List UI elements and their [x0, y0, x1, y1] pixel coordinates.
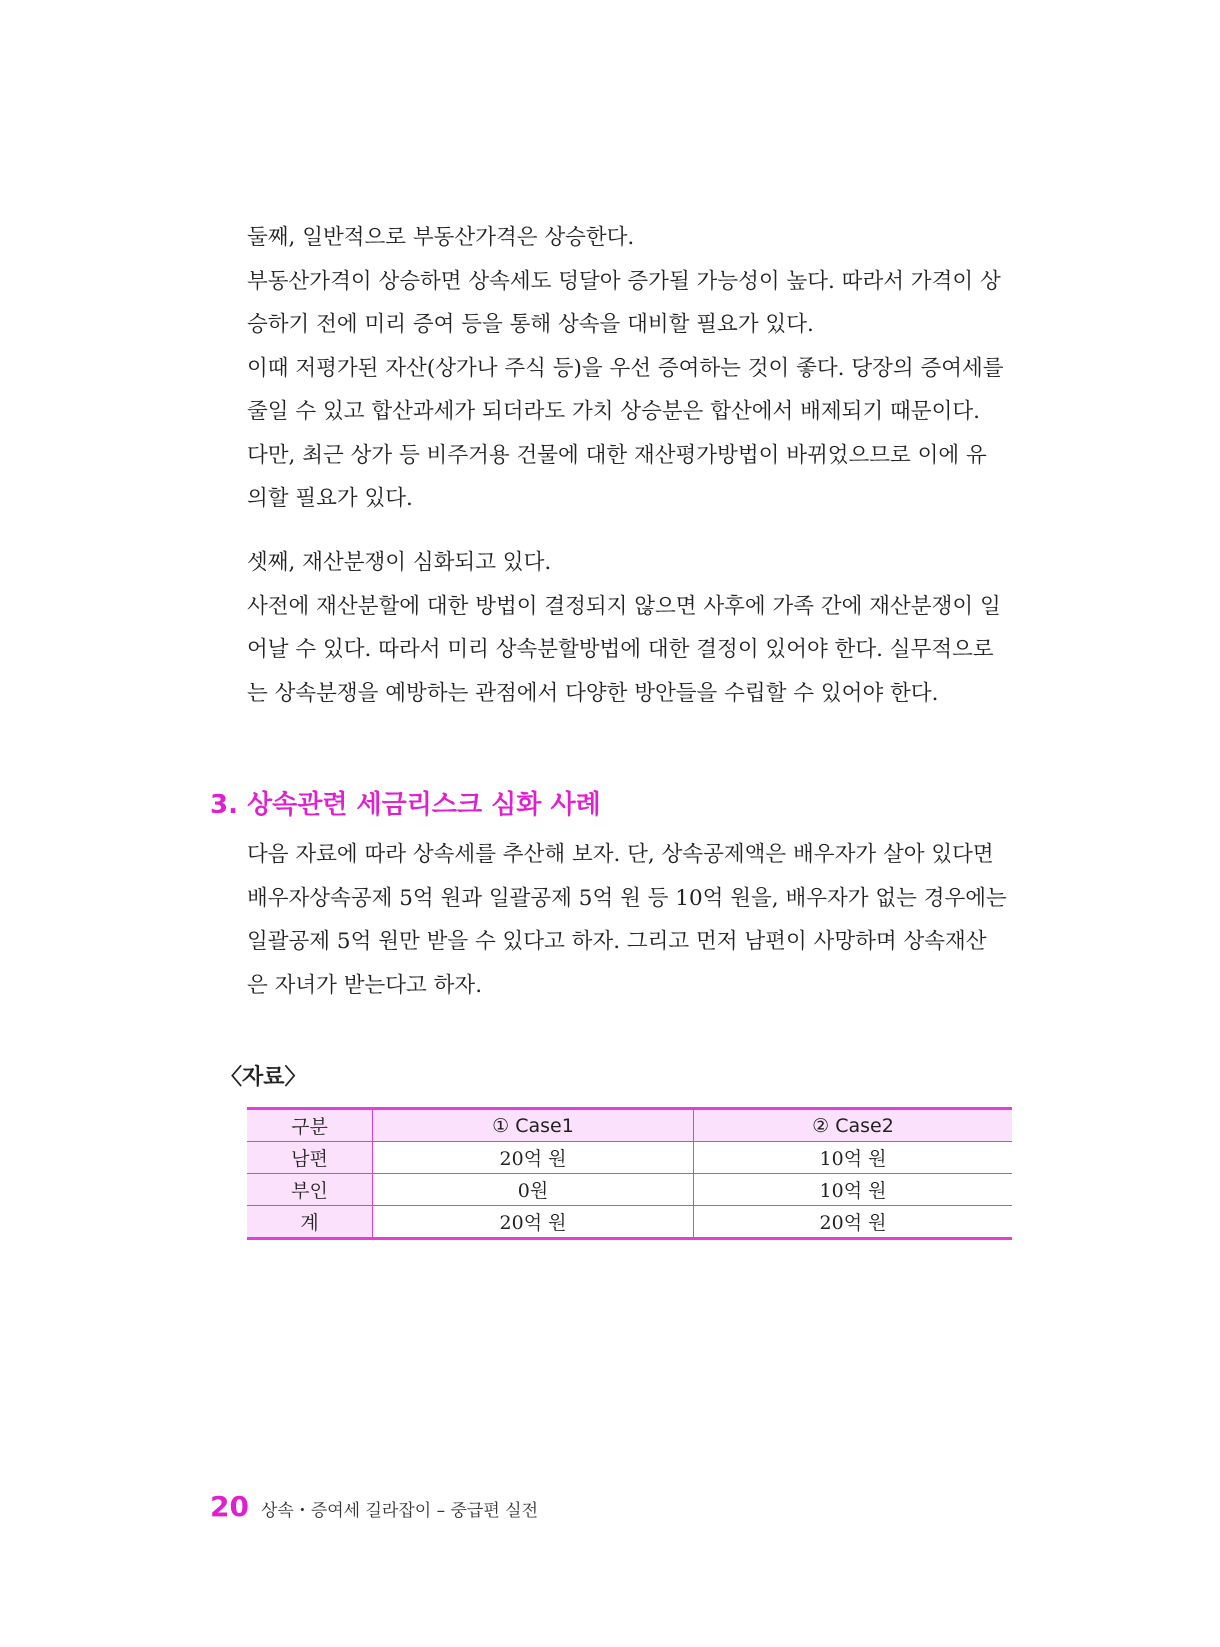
text-line: 일괄공제 5억 원만 받을 수 있다고 하자. 그리고 먼저 남편이 사망하며 상속재산 — [247, 929, 987, 954]
row-label: 부인 — [247, 1174, 373, 1206]
text-line: 셋째, 재산분쟁이 심화되고 있다. — [247, 550, 552, 575]
table-header-row — [247, 1109, 1012, 1142]
text-line: 은 자녀가 받는다고 하자. — [247, 972, 483, 998]
row-label: 남편 — [247, 1142, 373, 1174]
page-number: 20 — [210, 1490, 249, 1523]
table-header-cell: ② Case2 — [694, 1109, 1013, 1142]
text-line: 배우자상속공제 5억 원과 일괄공제 5억 원 등 10억 원을, 배우자가 없는 경우에는 — [247, 885, 1007, 911]
text-line: 부동산가격이 상승하면 상속세도 덩달아 증가될 가능성이 높다. 따라서 가격이 상 — [247, 268, 1001, 294]
table-cell: 10억 원 — [694, 1142, 1013, 1174]
table-row — [247, 1206, 1012, 1239]
page-footer — [210, 1490, 538, 1523]
text-line: 둘째, 일반적으로 부동산가격은 상승한다. — [247, 225, 635, 250]
paragraph-case-intro — [247, 833, 1007, 1007]
table-row — [247, 1174, 1012, 1206]
table-row — [247, 1142, 1012, 1174]
table-cell: 20억 원 — [373, 1142, 694, 1174]
table-cell: 20억 원 — [373, 1206, 694, 1239]
table-cell: 20억 원 — [694, 1206, 1013, 1239]
text-line: 승하기 전에 미리 증여 등을 통해 상속을 대비할 필요가 있다. — [247, 312, 814, 337]
section-heading: 3. 상속관련 세금리스크 심화 사례 — [210, 790, 601, 820]
book-title: 상속・증여세 길라잡이 – 중급편 실전 — [260, 1501, 538, 1521]
table-header-cell: ① Case1 — [373, 1109, 694, 1142]
row-label: 계 — [247, 1206, 373, 1239]
data-table — [247, 1107, 1012, 1240]
text-line: 어날 수 있다. 따라서 미리 상속분할방법에 대한 결정이 있어야 한다. 실무적으로 — [247, 637, 994, 662]
text-line: 이때 저평가된 자산(상가나 주식 등)을 우선 증여하는 것이 좋다. 당장의 증여세를 — [247, 355, 1004, 381]
paragraph-second-point — [247, 216, 1004, 521]
text-line: 다만, 최근 상가 등 비주거용 건물에 대한 재산평가방법이 바뀌었으므로 이에 유 — [247, 442, 987, 468]
text-line: 사전에 재산분할에 대한 방법이 결정되지 않으면 사후에 가족 간에 재산분쟁이 일 — [247, 593, 1001, 619]
table-cell: 0원 — [373, 1174, 694, 1206]
table-header-cell: 구분 — [247, 1109, 373, 1142]
data-caption: 〈자료〉 — [220, 1065, 307, 1090]
text-line: 의할 필요가 있다. — [247, 486, 413, 511]
text-line: 는 상속분쟁을 예방하는 관점에서 다양한 방안들을 수립할 수 있어야 한다. — [247, 680, 939, 706]
text-line: 다음 자료에 따라 상속세를 추산해 보자. 단, 상속공제액은 배우자가 살아 있다면 — [247, 842, 994, 867]
table-cell: 10억 원 — [694, 1174, 1013, 1206]
paragraph-third-point — [247, 541, 1001, 715]
text-line: 줄일 수 있고 합산과세가 되더라도 가치 상승분은 합산에서 배제되기 때문이다. — [247, 399, 980, 424]
